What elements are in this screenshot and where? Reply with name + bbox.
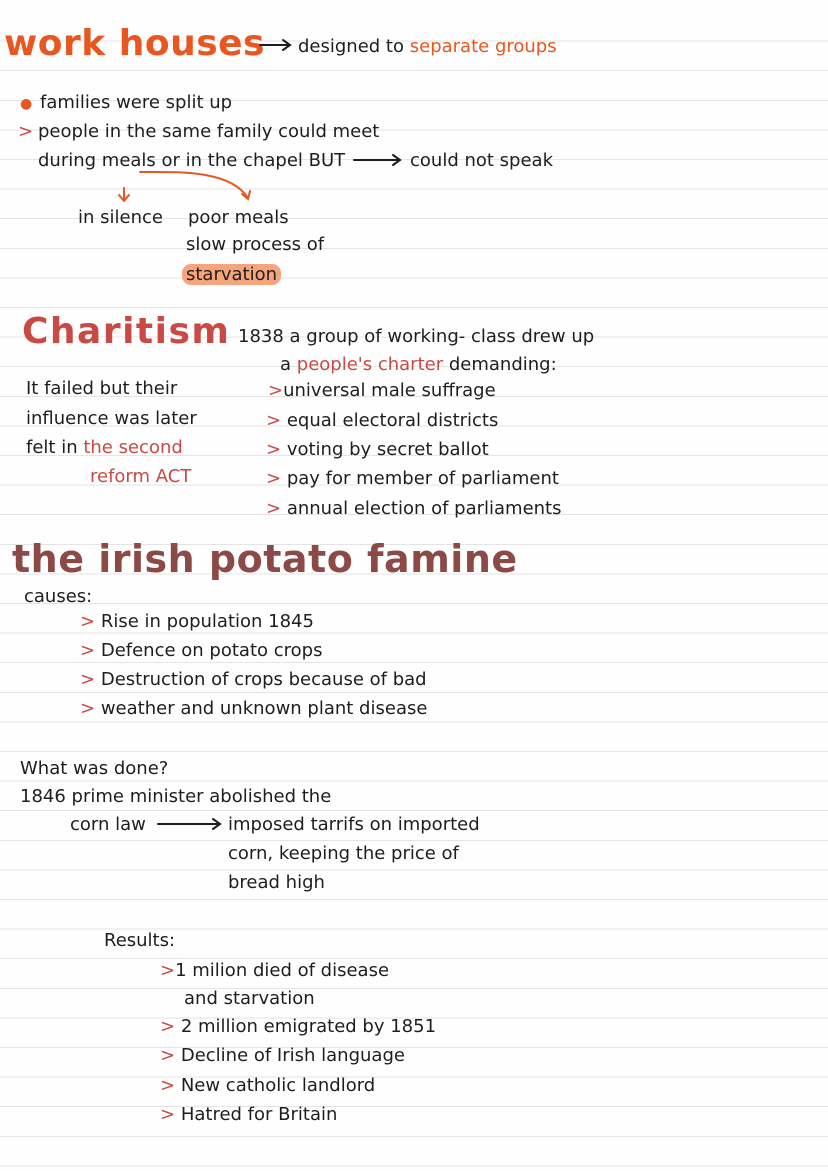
demand-label: equal electoral districts <box>286 410 499 431</box>
arrow-marker-icon: > <box>80 640 96 661</box>
intro2-prefix: a <box>280 354 292 375</box>
same-family-text: people in the same family could meet <box>38 121 380 142</box>
result-label: New catholic landlord <box>180 1075 376 1096</box>
arrow-marker-icon: > <box>160 1075 176 1096</box>
arrow-right-icon <box>260 40 290 50</box>
imposed-line-3: bread high <box>228 872 325 893</box>
result-label: Hatred for Britain <box>180 1104 338 1125</box>
arrow-marker-icon: > <box>160 960 176 981</box>
arrow-right-icon <box>158 819 220 829</box>
could-not-speak-text: could not speak <box>410 150 553 171</box>
poor-meals-text: poor meals <box>188 207 289 228</box>
arrow-marker-icon: > <box>266 498 282 519</box>
result-label: Decline of Irish language <box>180 1045 405 1066</box>
note3-prefix: felt in <box>26 437 78 458</box>
chartism-note-2: influence was later <box>26 408 197 429</box>
meals-chapel-text: during meals or in the chapel BUT <box>38 150 346 171</box>
demand-label: pay for member of parliament <box>286 468 559 489</box>
results-label: Results: <box>104 930 176 951</box>
arrow-marker-icon: > <box>266 439 282 460</box>
chartism-note-4: reform ACT <box>90 466 192 487</box>
intro2-suffix: demanding: <box>448 354 557 375</box>
result-label: 2 million emigrated by 1851 <box>180 1016 437 1037</box>
in-silence-text: in silence <box>78 207 163 228</box>
arrow-marker-icon: > <box>80 698 96 719</box>
subtitle-prefix: designed to <box>298 36 405 57</box>
arrow-marker-icon: > <box>266 410 282 431</box>
cause-label: weather and unknown plant disease <box>100 698 428 719</box>
result-label: 1 milion died of disease <box>175 960 390 981</box>
bullet-dot-icon: ● <box>20 96 33 112</box>
arrow-marker-icon: > <box>80 669 96 690</box>
arrow-marker-icon: > <box>160 1045 176 1066</box>
causes-label: causes: <box>24 586 93 607</box>
arrow-marker-icon: > <box>80 611 96 632</box>
imposed-line-1: imposed tarrifs on imported <box>228 814 480 835</box>
arrow-marker-icon: > <box>160 1104 176 1125</box>
famine-title: the irish potato famine <box>12 537 518 581</box>
what-done-label: What was done? <box>20 758 169 779</box>
subtitle-highlight: separate groups <box>409 36 557 57</box>
workhouses-title: work houses <box>4 23 265 64</box>
arrow-marker-icon: > <box>160 1016 176 1037</box>
arrow-marker-icon: > <box>268 380 284 401</box>
chartism-title: Charitism <box>22 311 231 352</box>
demand-label: annual election of parliaments <box>286 498 562 519</box>
families-split-text: families were split up <box>40 92 233 113</box>
second-reform-text: the second <box>83 437 183 458</box>
arrow-marker-icon: > <box>18 121 34 142</box>
demand-label: universal male suffrage <box>283 380 496 401</box>
done-line-1: 1846 prime minister abolished the <box>20 786 332 807</box>
result-continuation: and starvation <box>184 988 315 1009</box>
cause-label: Rise in population 1845 <box>100 611 314 632</box>
starvation-highlight: starvation <box>182 264 281 285</box>
arrow-down-icon <box>119 188 129 201</box>
demand-label: voting by secret ballot <box>286 439 489 460</box>
cause-label: Defence on potato crops <box>100 640 323 661</box>
imposed-line-2: corn, keeping the price of <box>228 843 459 864</box>
chartism-intro: 1838 a group of working- class drew up <box>238 326 595 347</box>
arrow-right-icon <box>354 155 400 165</box>
slow-process-text: slow process of <box>186 234 325 255</box>
curved-arrow-icon <box>140 172 250 199</box>
peoples-charter-text: people's charter <box>296 354 444 375</box>
chartism-note-1: It failed but their <box>26 378 178 399</box>
corn-law-text: corn law <box>70 814 146 835</box>
arrow-marker-icon: > <box>266 468 282 489</box>
cause-label: Destruction of crops because of bad <box>100 669 427 690</box>
